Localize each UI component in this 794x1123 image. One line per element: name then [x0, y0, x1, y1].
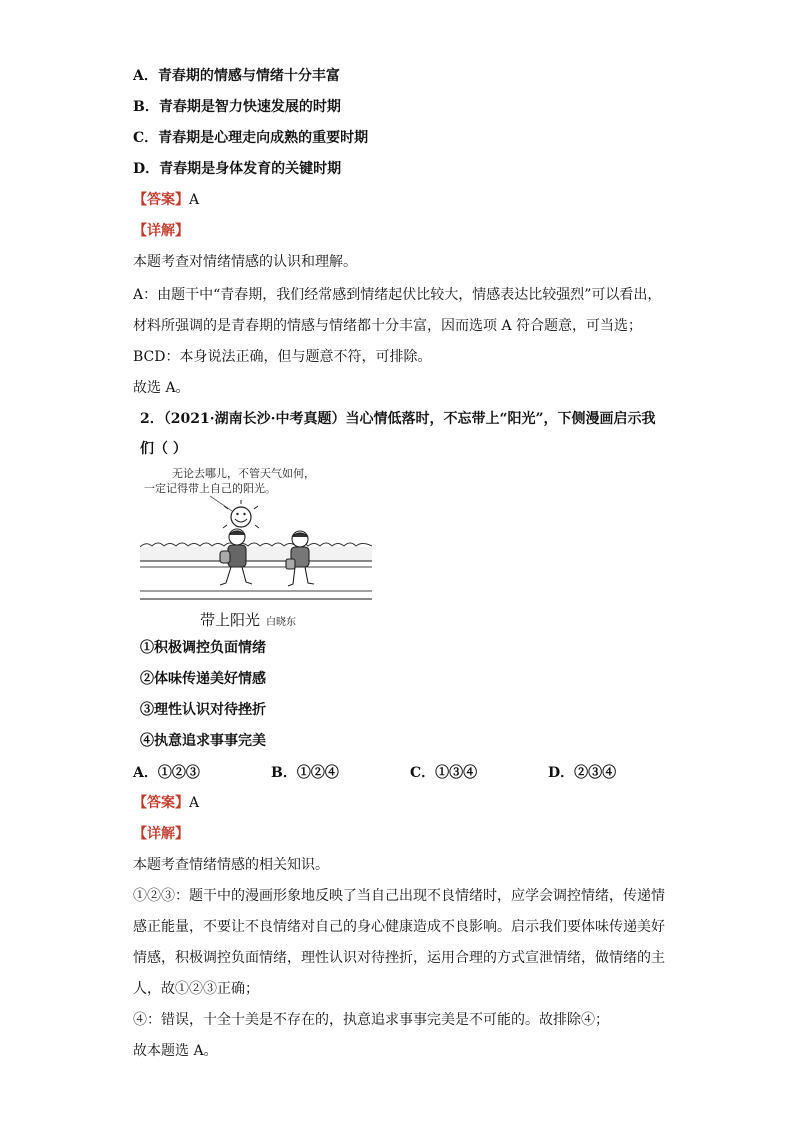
answer-value: A — [189, 795, 200, 811]
q2-choice-a: A．①②③ — [133, 765, 200, 781]
q1-explanation-line: 材料所强调的是青春期的情感与情绪都十分丰富，因而选项 A 符合题意，可当选； — [133, 318, 643, 334]
q2-explanation-line: ①②③：题干中的漫画形象地反映了当自己出现不良情绪时，应学会调控情绪，传递情 — [133, 888, 665, 904]
q2-detail-label: 【详解】 — [133, 826, 189, 842]
q1-option-b: B．青春期是智力快速发展的时期 — [133, 99, 341, 115]
q2-answer — [133, 793, 199, 813]
q2-explanation-line: 故本题选 A。 — [133, 1043, 218, 1059]
q2-choice-c: C．①③④ — [410, 765, 478, 781]
q1-option-c: C．青春期是心理走向成熟的重要时期 — [133, 130, 369, 146]
cartoon-author: 白晓东 — [266, 617, 297, 628]
q2-explanation-line: 感正能量，不要让不良情绪对自己的身心健康造成不良影响。启示我们要体味传递美好 — [133, 919, 665, 935]
q1-detail-label: 【详解】 — [133, 223, 189, 239]
q2-statement: ①积极调控负面情绪 — [140, 640, 266, 656]
q2-explanation-line: ④：错误，十全十美是不存在的，执意追求事事完美是不可能的。故排除④； — [133, 1012, 609, 1028]
q2-statement: ③理性认识对待挫折 — [140, 702, 266, 718]
cartoon-image — [140, 463, 372, 603]
q2-explanation-line: 本题考查情绪情感的相关知识。 — [133, 857, 329, 873]
cartoon-speech-line2: 一定记得带上自己的阳光。 — [144, 482, 276, 495]
answer-label: 【答案】 — [133, 795, 189, 811]
cartoon-caption — [200, 610, 296, 633]
q2-statement: ④执意追求事事完美 — [140, 733, 266, 749]
q1-explanation-line: 故选 A。 — [133, 380, 190, 396]
smiling-sun-icon — [223, 500, 259, 534]
q2-choice-d: D．②③④ — [548, 765, 617, 781]
q1-explanation-line: 本题考查对情绪情感的认识和理解。 — [133, 254, 357, 270]
answer-value: A — [189, 192, 200, 208]
q1-explanation-line: BCD：本身说法正确，但与题意不符，可排除。 — [133, 349, 432, 365]
q1-explanation-line: A：由题干中“青春期，我们经常感到情绪起伏比较大，情感表达比较强烈”可以看出， — [133, 287, 662, 303]
q2-statement: ②体味传递美好情感 — [140, 671, 266, 687]
q1-option-a: A．青春期的情感与情绪十分丰富 — [133, 68, 340, 84]
q2-explanation-line: 人，故①②③正确； — [133, 981, 259, 997]
cartoon-title: 带上阳光 — [200, 611, 261, 629]
q1-option-d: D．青春期是身体发育的关键时期 — [133, 161, 342, 177]
q1-answer — [133, 190, 199, 210]
q2-stem: 2．（2021·湖南长沙·中考真题）当心情低落时，不忘带上“阳光”，下侧漫画启示我 — [140, 411, 656, 427]
answer-label: 【答案】 — [133, 192, 189, 208]
q2-explanation-line: 情感，积极调控负面情绪，理性认识对待挫折，运用合理的方式宣泄情绪，做情绪的主 — [133, 950, 665, 966]
cartoon-speech-line1: 无论去哪儿，不管天气如何， — [172, 467, 315, 480]
q2-stem-cont: 们（ ） — [140, 441, 187, 457]
q2-choice-b: B．①②④ — [271, 765, 339, 781]
